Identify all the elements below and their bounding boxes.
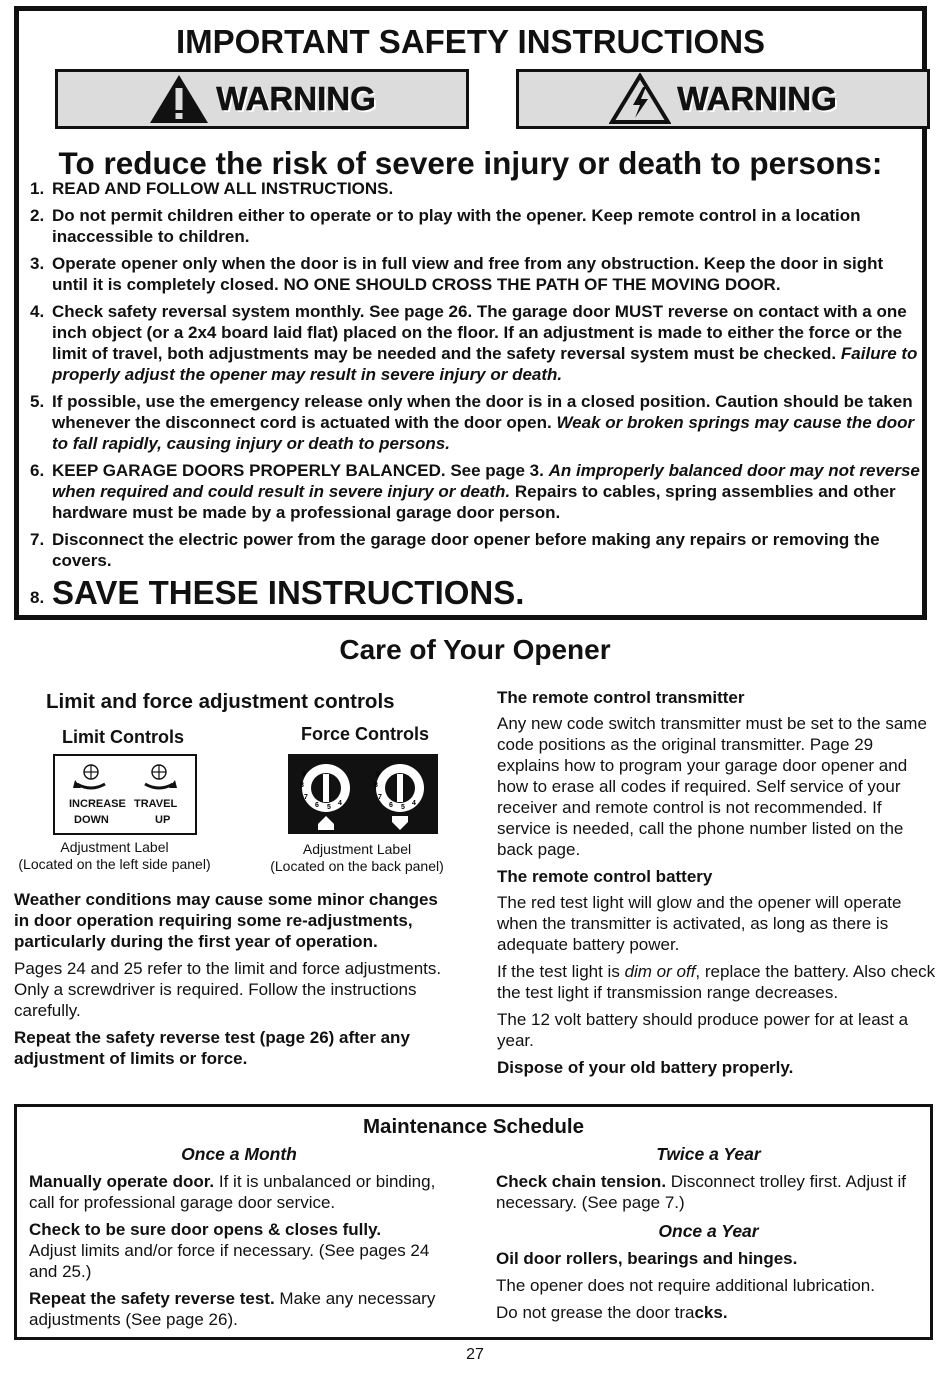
- force-dial-icons: [288, 754, 438, 834]
- care-right-column: [497, 687, 937, 1084]
- battery-paragraph-3: The 12 volt battery should produce power for at least a year.: [497, 1010, 909, 1050]
- limit-label-travel: TRAVEL: [134, 798, 178, 810]
- weather-paragraph: Weather conditions may cause some minor changes in door operation requiring some re-adjustments, particularly during the first year of operation.: [14, 890, 438, 951]
- item-number: 2.: [30, 206, 45, 225]
- item-number: 4.: [30, 302, 45, 321]
- svg-text:7: 7: [378, 794, 382, 801]
- force-dial-left-icon: [300, 764, 350, 830]
- page-number: 27: [466, 1346, 484, 1363]
- item-number: 6.: [30, 461, 45, 480]
- svg-text:9: 9: [376, 771, 380, 778]
- list-item: [30, 205, 920, 247]
- force-adjustment-label: [288, 754, 438, 834]
- item-number: 1.: [30, 179, 45, 198]
- item-text: KEEP GARAGE DOORS PROPERLY BALANCED. See page 3.: [52, 461, 544, 480]
- list-item: [30, 529, 920, 571]
- maintenance-schedule-box: [14, 1104, 933, 1340]
- once-a-year-heading: Once a Year: [658, 1221, 759, 1241]
- limit-label-down: DOWN: [74, 814, 109, 826]
- item-italic: Failure to properly adjust the opener may result in severe injury or death.: [52, 344, 918, 384]
- warning-label-right: WARNING: [677, 80, 837, 117]
- svg-text:4: 4: [412, 800, 416, 807]
- battery-paragraph-1: The red test light will glow and the opener will operate when the transmitter is activated, as long as there is adequate battery power.: [497, 893, 902, 954]
- svg-text:6: 6: [389, 802, 393, 809]
- care-title: Care of Your Opener: [339, 634, 611, 665]
- svg-text:8: 8: [300, 782, 304, 789]
- force-controls-title: Force Controls: [301, 724, 430, 744]
- list-item: [30, 391, 920, 454]
- svg-text:4: 4: [338, 800, 342, 807]
- year-item-2: The opener does not require additional lubrication.: [496, 1276, 875, 1295]
- battery-paragraph-4: Dispose of your old battery properly.: [497, 1058, 794, 1077]
- limit-caption-line2: (Located on the left side panel): [18, 856, 211, 872]
- list-item: [30, 460, 920, 523]
- list-item: [30, 301, 920, 385]
- save-instructions-text: SAVE THESE INSTRUCTIONS.: [52, 574, 525, 611]
- limit-caption: [12, 839, 217, 873]
- limit-label-increase: INCREASE: [69, 798, 126, 810]
- svg-text:8: 8: [374, 782, 378, 789]
- list-item: [30, 575, 920, 611]
- force-caption-line1: Adjustment Label: [302, 841, 412, 857]
- svg-text:9: 9: [302, 771, 306, 778]
- battery-paragraph-2: If the test light is dim or off, replace the battery. Also check the test light if transmission range decreases.: [497, 962, 936, 1002]
- limit-label-up: UP: [155, 814, 171, 826]
- month-item-3: Repeat the safety reverse test. Make any necessary adjustments (See page 26).: [29, 1289, 436, 1329]
- remote-transmitter-heading: The remote control transmitter: [497, 688, 745, 707]
- force-caption-line2: (Located on the back panel): [270, 858, 444, 874]
- item-text: Check safety reversal system monthly. See page 26. The garage door MUST reverse on contact with a one inch object (or a 2x4 board laid flat) placed on the floor. If an adjustment is made to either the force or the limit of travel, both adjustments may be needed and the safety reversal system must be checked.: [52, 302, 907, 363]
- svg-text:5: 5: [401, 804, 405, 811]
- limit-caption-line1: Adjustment Label: [60, 839, 169, 855]
- year-item-1: Oil door rollers, bearings and hinges.: [496, 1249, 798, 1268]
- item-italic: Weak or broken springs may cause the door to fall rapidly, causing injury or death to persons.: [52, 413, 915, 453]
- list-item: [30, 178, 920, 199]
- limit-force-heading: Limit and force adjustment controls: [46, 690, 395, 713]
- limit-adjustment-label: [53, 754, 197, 835]
- repeat-test-paragraph: Repeat the safety reverse test (page 26) after any adjustment of limits or force.: [14, 1028, 410, 1068]
- limit-controls-title: Limit Controls: [62, 727, 184, 747]
- remote-transmitter-body: Any new code switch transmitter must be set to the same code positions as the original transmitter. Page 29 explains how to program your garage door opener and how to erase all codes if required. Self service of your receiver and remote control is not recommended. If service is needed, call the phone number listed on the back page.: [497, 714, 927, 859]
- safety-title: IMPORTANT SAFETY INSTRUCTIONS: [175, 23, 766, 60]
- item-number: 3.: [30, 254, 45, 273]
- item-text: Operate opener only when the door is in full view and free from any obstruction. Keep the door in sight until it is completely closed. NO ONE SHOULD CROSS THE PATH OF THE MOVING DOOR.: [52, 254, 884, 294]
- pages-paragraph: Pages 24 and 25 refer to the limit and force adjustments. Only a screwdriver is required. Follow the instructions carefully.: [14, 959, 442, 1020]
- svg-text:6: 6: [315, 802, 319, 809]
- item-italic: An improperly balanced door may not reverse when required and could result in severe injury or death.: [52, 461, 920, 501]
- item-text-after: Repairs to cables, spring assemblies and other hardware must be made by a professional garage door person.: [52, 482, 896, 522]
- month-item-1: Manually operate door. If it is unbalanced or binding, call for professional garage door service.: [29, 1172, 436, 1212]
- warning-triangle-icon: [148, 73, 210, 125]
- svg-text:5: 5: [327, 804, 331, 811]
- item-number: 8.: [30, 588, 45, 607]
- month-item-2: Check to be sure door opens & closes fully. Adjust limits and/or force if necessary. (See pages 24 and 25.): [29, 1220, 430, 1281]
- item-text: If possible, use the emergency release only when the door is in a closed position. Caution should be taken whenever the disconnect cord is actuated with the door open.: [52, 392, 913, 432]
- force-dial-right-icon: [374, 764, 424, 830]
- list-item: [30, 253, 920, 295]
- warning-label-left: WARNING: [216, 80, 376, 117]
- electric-shock-triangle-icon: [609, 73, 671, 125]
- force-caption: [262, 841, 452, 875]
- maintenance-title: Maintenance Schedule: [362, 1115, 584, 1138]
- item-text: Do not permit children either to operate or to play with the opener. Keep remote control in a location inaccessible to children.: [52, 206, 861, 246]
- safety-list: [30, 178, 920, 617]
- item-text: READ AND FOLLOW ALL INSTRUCTIONS.: [52, 179, 394, 198]
- item-text: Disconnect the electric power from the garage door opener before making any repairs or removing the covers.: [52, 530, 880, 570]
- warning-banner-right: [516, 69, 930, 129]
- safety-subtitle: To reduce the risk of severe injury or death to persons:: [58, 145, 883, 181]
- item-number: 7.: [30, 530, 45, 549]
- svg-text:7: 7: [304, 794, 308, 801]
- once-a-month-heading: Once a Month: [181, 1144, 297, 1164]
- twice-item-1: Check chain tension. Disconnect trolley first. Adjust if necessary. (See page 7.): [496, 1172, 907, 1212]
- warning-banner-left: [55, 69, 469, 129]
- maintenance-left-column: [29, 1144, 449, 1336]
- item-number: 5.: [30, 392, 45, 411]
- care-left-column: [14, 889, 444, 1075]
- year-item-3: Do not grease the door tracks.: [496, 1303, 728, 1322]
- remote-battery-heading: The remote control battery: [497, 867, 713, 886]
- maintenance-right-column: [496, 1144, 921, 1329]
- twice-a-year-heading: Twice a Year: [656, 1144, 761, 1164]
